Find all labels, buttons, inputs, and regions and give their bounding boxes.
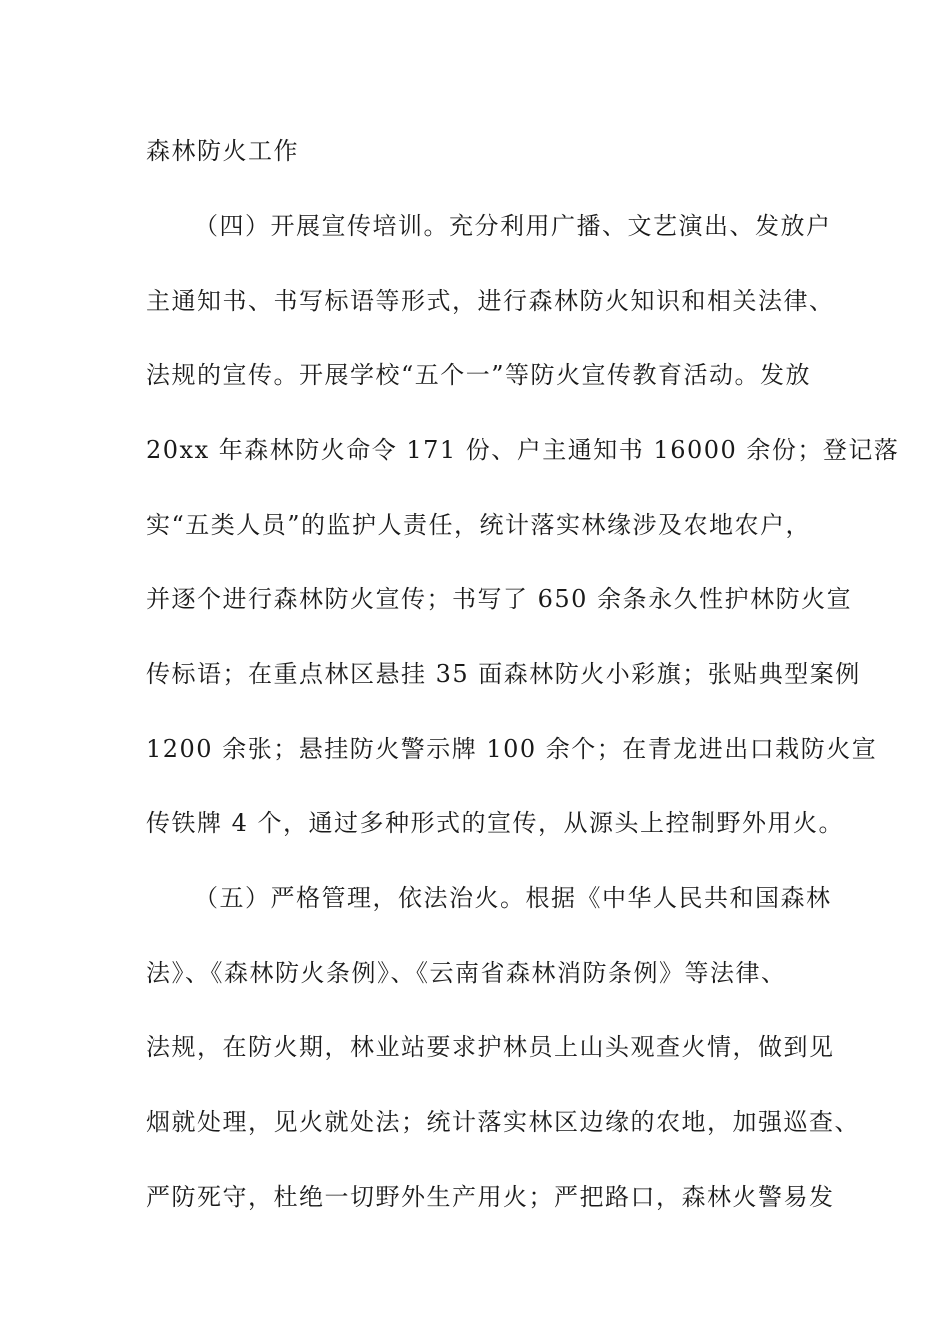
text-line-5: 20xx 年森林防火命令 171 份、户主通知书 16000 余份；登记落 bbox=[146, 436, 900, 464]
text-line-2: （四）开展宣传培训。充分利用广播、文艺演出、发放户 bbox=[194, 212, 832, 240]
text-line-1: 森林防火工作 bbox=[146, 137, 299, 165]
text-line-14: 烟就处理，见火就处法；统计落实林区边缘的农地，加强巡查、 bbox=[146, 1108, 860, 1136]
text-line-6: 实“五类人员”的监护人责任，统计落实林缘涉及农地农户， bbox=[146, 511, 812, 539]
text-line-4: 法规的宣传。开展学校“五个一”等防火宣传教育活动。发放 bbox=[146, 361, 812, 389]
text-line-11: （五）严格管理，依法治火。根据《中华人民共和国森林 bbox=[194, 884, 832, 912]
text-line-3: 主通知书、书写标语等形式，进行森林防火知识和相关法律、 bbox=[146, 287, 835, 315]
text-line-8: 传标语；在重点林区悬挂 35 面森林防火小彩旗；张贴典型案例 bbox=[146, 660, 861, 688]
text-line-7: 并逐个进行森林防火宣传；书写了 650 余条永久性护林防火宣 bbox=[146, 585, 853, 613]
text-line-12: 法》、《森林防火条例》、《云南省森林消防条例》等法律、 bbox=[146, 959, 787, 987]
text-line-13: 法规，在防火期，林业站要求护林员上山头观查火情，做到见 bbox=[146, 1033, 835, 1061]
text-line-9: 1200 余张；悬挂防火警示牌 100 余个；在青龙进出口栽防火宣 bbox=[146, 735, 878, 763]
text-line-10: 传铁牌 4 个，通过多种形式的宣传，从源头上控制野外用火。 bbox=[146, 809, 845, 837]
text-line-15: 严防死守，杜绝一切野外生产用火；严把路口，森林火警易发 bbox=[146, 1183, 835, 1211]
